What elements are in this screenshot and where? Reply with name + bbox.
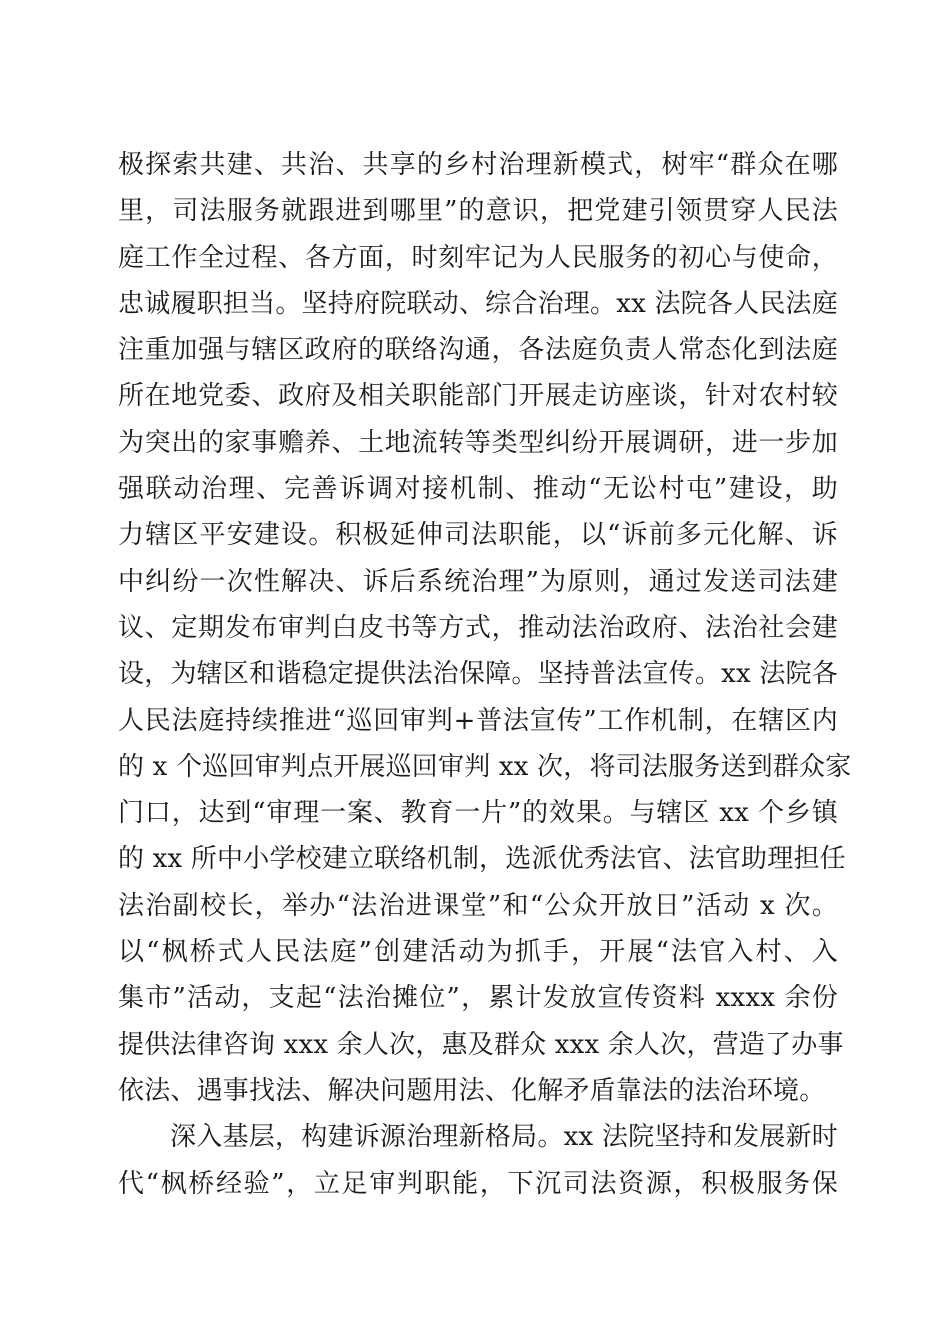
text-line: 极探索共建、共治、共享的乡村治理新模式，树牢“群众在哪 — [118, 150, 838, 180]
text-line: 庭工作全过程、各方面，时刻牢记为人民服务的初心与使命， — [118, 242, 838, 273]
text-line: 集市”活动，支起“法治摊位”，累计发放宣传资料 xxxx 余份 — [118, 983, 838, 1014]
text-line: 人民法庭持续推进“巡回审判+普法宣传”工作机制，在辖区内 — [118, 705, 838, 736]
body-text — [118, 142, 852, 1207]
text-line: 门口，达到“审理一案、教育一片”的效果。与辖区 xx 个乡镇 — [118, 798, 838, 829]
text-line: 议、定期发布审判白皮书等方式，推动法治政府、法治社会建 — [118, 612, 838, 643]
text-line: 提供法律咨询 xxx 余人次，惠及群众 xxx 余人次，营造了办事 — [118, 1029, 844, 1060]
text-line: 依法、遇事找法、解决问题用法、化解矛盾靠法的法治环境。 — [118, 1075, 826, 1106]
text-line: 忠诚履职担当。坚持府院联动、综合治理。xx 法院各人民法庭 — [118, 288, 838, 319]
paragraph-2 — [118, 1114, 838, 1207]
text-line: 力辖区平安建设。积极延伸司法职能，以“诉前多元化解、诉 — [118, 520, 838, 551]
text-line: 的 x 个巡回审判点开展巡回审判 xx 次，将司法服务送到群众家 — [118, 751, 852, 782]
text-line: 以“枫桥式人民法庭”创建活动为抓手，开展“法官入村、入 — [118, 937, 838, 968]
paragraph-1 — [118, 142, 852, 1114]
text-line: 中纠纷一次性解决、诉后系统治理”为原则，通过发送司法建 — [118, 566, 838, 597]
text-line: 强联动治理、完善诉调对接机制、推动“无讼村屯”建设，助 — [118, 474, 838, 505]
text-line: 法治副校长，举办“法治进课堂”和“公众开放日”活动 x 次。 — [118, 890, 838, 921]
text-line: 设，为辖区和谐稳定提供法治保障。坚持普法宣传。xx 法院各 — [118, 659, 838, 690]
text-line: 为突出的家事赡养、土地流转等类型纠纷开展调研，进一步加 — [118, 427, 838, 458]
text-line: 里，司法服务就跟进到哪里”的意识，把党建引领贯穿人民法 — [118, 196, 838, 227]
text-line: 所在地党委、政府及相关职能部门开展走访座谈，针对农村较 — [118, 381, 838, 412]
text-line: 深入基层，构建诉源治理新格局。xx 法院坚持和发展新时 — [170, 1122, 838, 1153]
text-line: 代“枫桥经验”，立足审判职能，下沉司法资源，积极服务保 — [118, 1168, 838, 1199]
text-line: 注重加强与辖区政府的联络沟通，各法庭负责人常态化到法庭 — [118, 335, 838, 366]
text-line: 的 xx 所中小学校建立联络机制，选派优秀法官、法官助理担任 — [118, 844, 846, 875]
